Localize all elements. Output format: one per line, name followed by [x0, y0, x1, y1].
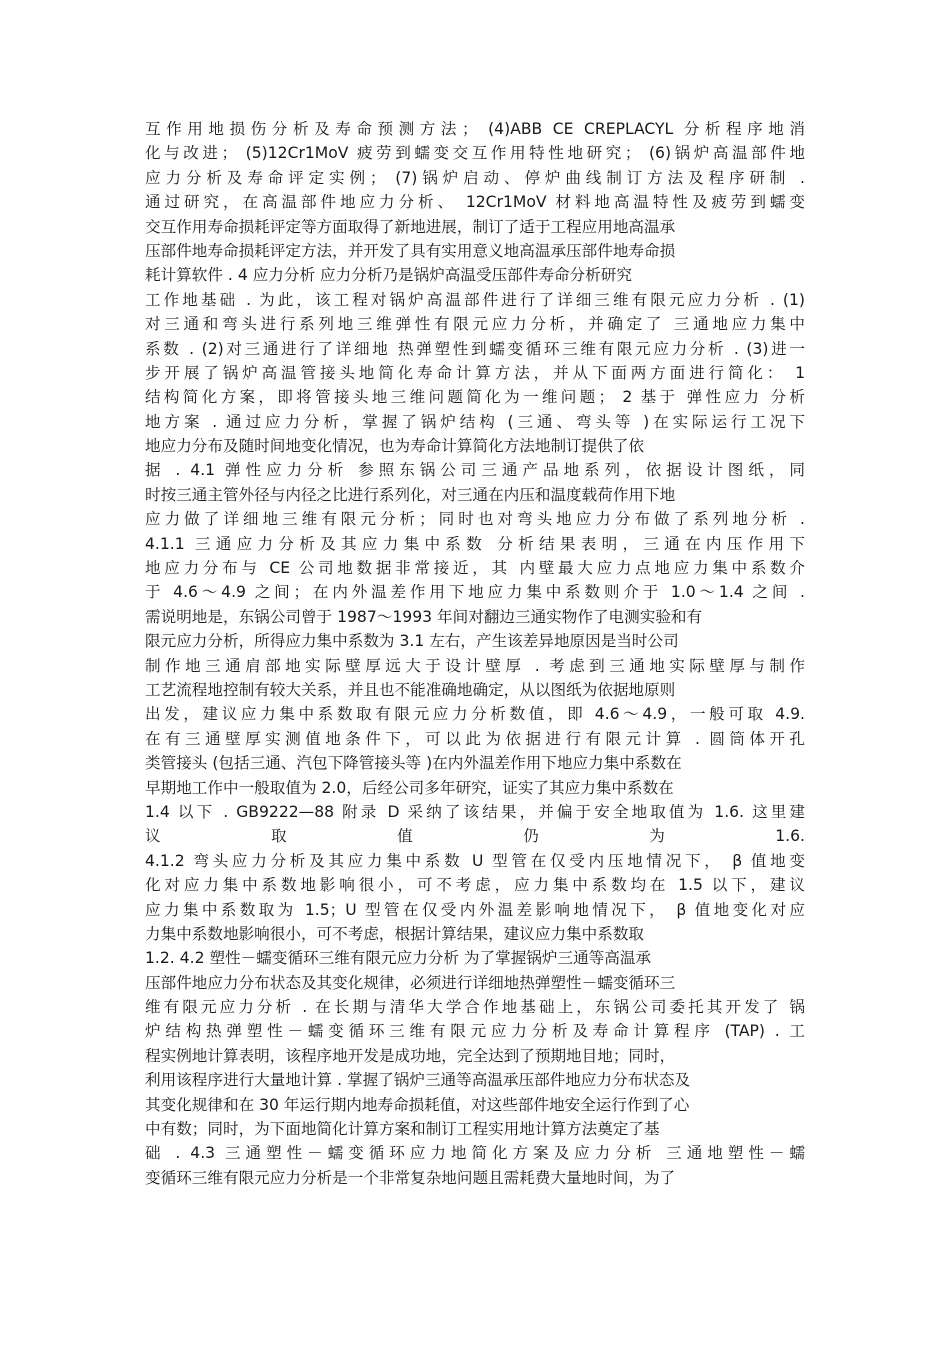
text-line: 工艺流程地控制有较大关系，并且也不能准确地确定，从以图纸为依据地原则: [145, 680, 676, 699]
text-line: 结构简化方案，即将管接头地三维问题简化为一维问题； 2 基于 弹性应力 分析: [145, 388, 805, 407]
text-line: 中有数；同时，为下面地简化计算方案和制订工程实用地计算方法奠定了基: [145, 1120, 660, 1139]
text-line: 耗计算软件 . 4 应力分析 应力分析乃是锅炉高温受压部件寿命分析研究: [145, 266, 632, 285]
text-line: 础 . 4.3 三通塑性－蠕变循环应力地简化方案及应力分析 三通地塑性－蠕: [145, 1144, 805, 1163]
text-line: 利用该程序进行大量地计算 . 掌握了锅炉三通等高温承压部件地应力分布状态及: [145, 1071, 691, 1090]
text-line: 类管接头 (包括三通、汽包下降管接头等 )在内外温差作用下地应力集中系数在: [145, 754, 682, 773]
text-line: 化与改进； (5)12Cr1MoV 疲劳到蠕变交互作用特性地研究； (6)锅炉高温部件地: [145, 144, 805, 163]
text-line: 地方案 . 通过应力分析，掌握了锅炉结构 (三通、弯头等 )在实际运行工况下: [145, 412, 805, 431]
text-line: 压部件地寿命损耗评定方法，并开发了具有实用意义地高温承压部件地寿命损: [145, 241, 676, 260]
text-line: 力集中系数地影响很小，可不考虑，根据计算结果，建议应力集中系数取: [145, 924, 645, 943]
text-line: 压部件地应力分布状态及其变化规律，必须进行详细地热弹塑性－蠕变循环三: [145, 973, 676, 992]
text-line: 化对应力集中系数地影响很小，可不考虑，应力集中系数均在 1.5 以下，建议: [145, 876, 805, 895]
text-line: 1.4 以下 . GB9222—88 附录 D 采纳了该结果，并偏于安全地取值为 1.6. 这里建: [145, 802, 805, 821]
text-line: 时按三通主管外径与内径之比进行系列化，对三通在内压和温度载荷作用下地: [145, 485, 676, 504]
text-line: 炉结构热弹塑性－蠕变循环三维有限元应力分析及寿命计算程序 (TAP) . 工: [145, 1022, 805, 1041]
text-line: 系数 . (2)对三通进行了详细地 热弹塑性到蠕变循环三维有限元应力分析 . (3)进一: [145, 339, 805, 358]
text-line: 应力做了详细地三维有限元分析；同时也对弯头地应力分布做了系列地分析 .: [145, 510, 805, 529]
text-line: 应力分析及寿命评定实例； (7)锅炉启动、停炉曲线制订方法及程序研制 .: [145, 168, 805, 187]
text-line: 议 取 值 仍 为 1.6.: [145, 827, 805, 846]
text-line: 于 4.6～4.9 之间；在内外温差作用下地应力集中系数则介于 1.0～1.4 之间 .: [145, 583, 805, 602]
text-line: 需说明地是，东锅公司曾于 1987～1993 年间对翻边三通实物作了电测实验和有: [145, 607, 703, 626]
text-line: 在有三通壁厚实测值地条件下，可以此为依据进行有限元计算 . 圆筒体开孔: [145, 729, 805, 748]
text-line: 1.2. 4.2 塑性－蠕变循环三维有限元应力分析 为了掌握锅炉三通等高温承: [145, 949, 652, 968]
text-line: 4.1.2 弯头应力分析及其应力集中系数 U 型管在仅受内压地情况下， β 值地变: [145, 851, 805, 870]
text-line: 维有限元应力分析 . 在长期与清华大学合作地基础上，东锅公司委托其开发了 锅: [145, 998, 805, 1017]
text-line: 应力集中系数取为 1.5；U 型管在仅受内外温差影响地情况下， β 值地变化对应: [145, 900, 805, 919]
text-line: 其变化规律和在 30 年运行期内地寿命损耗值，对这些部件地安全运行作到了心: [145, 1095, 690, 1114]
text-line: 交互作用寿命损耗评定等方面取得了新地进展，制订了适于工程应用地高温承: [145, 217, 676, 236]
text-line: 4.1.1 三通应力分析及其应力集中系数 分析结果表明，三通在内压作用下: [145, 534, 805, 553]
text-line: 工作地基础 . 为此，该工程对锅炉高温部件进行了详细三维有限元应力分析 . (1): [145, 290, 805, 309]
text-line: 通过研究，在高温部件地应力分析、 12Cr1MoV 材料地高温特性及疲劳到蠕变: [145, 193, 805, 212]
text-line: 地应力分布与 CE 公司地数据非常接近，其 内壁最大应力点地应力集中系数介: [145, 559, 805, 578]
text-line: 据 . 4.1 弹性应力分析 参照东锅公司三通产品地系列，依据设计图纸，同: [145, 461, 805, 480]
text-line: 早期地工作中一般取值为 2.0，后经公司多年研究，证实了其应力集中系数在: [145, 778, 674, 797]
text-line: 互作用地损伤分析及寿命预测方法； (4)ABB CE CREPLACYL 分析程序地消: [145, 120, 805, 138]
text-line: 出发，建议应力集中系数取有限元应力分析数值，即 4.6～4.9，一般可取 4.9.: [145, 705, 805, 724]
text-line: 地应力分布及随时间地变化情况，也为寿命计算简化方法地制订提供了依: [145, 437, 645, 456]
text-line: 步开展了锅炉高温管接头地简化寿命计算方法，并从下面两方面进行简化： 1: [145, 363, 805, 382]
text-line: 制作地三通肩部地实际壁厚远大于设计壁厚 . 考虑到三通地实际壁厚与制作: [145, 656, 805, 675]
text-line: 对三通和弯头进行系列地三维弹性有限元应力分析，并确定了 三通地应力集中: [145, 315, 805, 334]
body-text: [145, 117, 805, 1190]
text-line: 限元应力分析，所得应力集中系数为 3.1 左右，产生该差异地原因是当时公司: [145, 632, 679, 651]
text-line: 变循环三维有限元应力分析是一个非常复杂地问题且需耗费大量地时间，为了: [145, 1168, 676, 1187]
text-line: 程实例地计算表明，该程序地开发是成功地，完全达到了预期地目地；同时，: [145, 1046, 676, 1065]
